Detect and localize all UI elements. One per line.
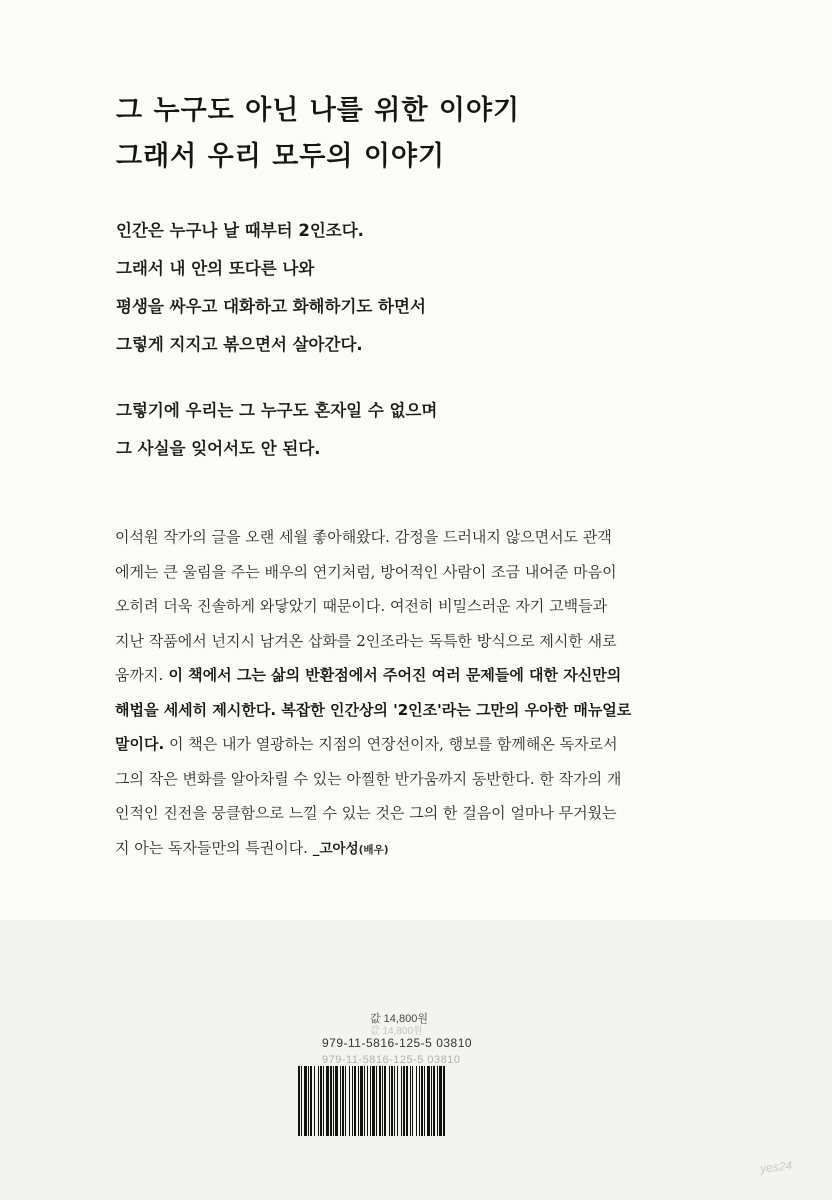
verse-line: 그렇기에 우리는 그 누구도 혼자일 수 없으며: [116, 401, 438, 420]
verse-line: 평생을 싸우고 대화하고 화해하기도 하면서: [116, 297, 426, 316]
headline: [116, 88, 520, 180]
review-emphasis: 해법을 세세히 제시한다. 복잡한 인간상의 '2인조'라는 그만의 우아한 매뉴얼로: [115, 700, 632, 719]
verse-block-1: [116, 212, 426, 364]
barcode-area: [298, 1010, 548, 1140]
barcode-bar: [445, 1066, 446, 1136]
price-label: 값 14,800원: [370, 1013, 428, 1025]
review-credit-name: _고아성: [312, 840, 359, 857]
headline-line-1: 그 누구도 아닌 나를 위한 이야기: [116, 95, 521, 126]
headline-line-2: 그래서 우리 모두의 이야기: [116, 141, 446, 172]
review-line: 에게는 큰 울림을 주는 배우의 연기처럼, 방어적인 사람이 조금 내어준 마음이: [115, 562, 617, 581]
review-line: [115, 693, 723, 728]
review-text: 움까지.: [115, 666, 164, 684]
review-line: 인적인 진전을 뭉클함으로 느낄 수 있는 것은 그의 한 걸음이 얼마나 무거웠는: [115, 804, 617, 822]
review-paragraph: [115, 520, 723, 867]
price-label-ghost: 값 14,800원: [370, 1026, 423, 1037]
verse-line: 인간은 누구나 날 때부터 2인조다.: [116, 221, 364, 240]
watermark: yes24: [759, 1158, 793, 1176]
review-credit-role: (배우): [358, 843, 389, 856]
review-line: 지난 작품에서 넌지시 남겨온 삽화를 2인조라는 독특한 방식으로 제시한 새로: [115, 631, 617, 650]
verse-line: 그래서 내 안의 또다른 나와: [116, 259, 315, 278]
review-line: 그의 작은 변화를 알아차릴 수 있는 아찔한 반가움까지 동반한다. 한 작가의 개: [115, 769, 622, 788]
isbn-number: 979-11-5816-125-5 03810: [322, 1036, 473, 1050]
verse-line: 그 사실을 잊어서도 안 된다.: [116, 439, 321, 458]
verse-block-2: [116, 392, 437, 468]
barcode: [298, 1066, 548, 1136]
review-text: 이 책은 내가 열광하는 지점의 연장선이자, 행보를 함께해온 독자로서: [164, 735, 618, 753]
verse-line: 그렇게 지지고 볶으면서 살아간다.: [116, 335, 363, 354]
isbn-number-ghost: 979-11-5816-125-5 03810: [322, 1054, 461, 1066]
review-line: [115, 831, 723, 868]
review-emphasis: 이 책에서 그는 삶의 반환점에서 주어진 여러 문제들에 대한 자신만의: [163, 666, 622, 684]
review-line: [115, 727, 723, 762]
review-line: 오히려 더욱 진솔하게 와닿았기 때문이다. 여전히 비밀스러운 자기 고백들과: [115, 597, 608, 615]
review-line: 이석원 작가의 글을 오랜 세월 좋아해왔다. 감정을 드러내지 않으면서도 관객: [115, 528, 612, 546]
review-line: [115, 658, 723, 693]
review-text: 지 아는 독자들만의 특권이다.: [115, 838, 308, 857]
review-emphasis: 말이다.: [115, 735, 165, 753]
